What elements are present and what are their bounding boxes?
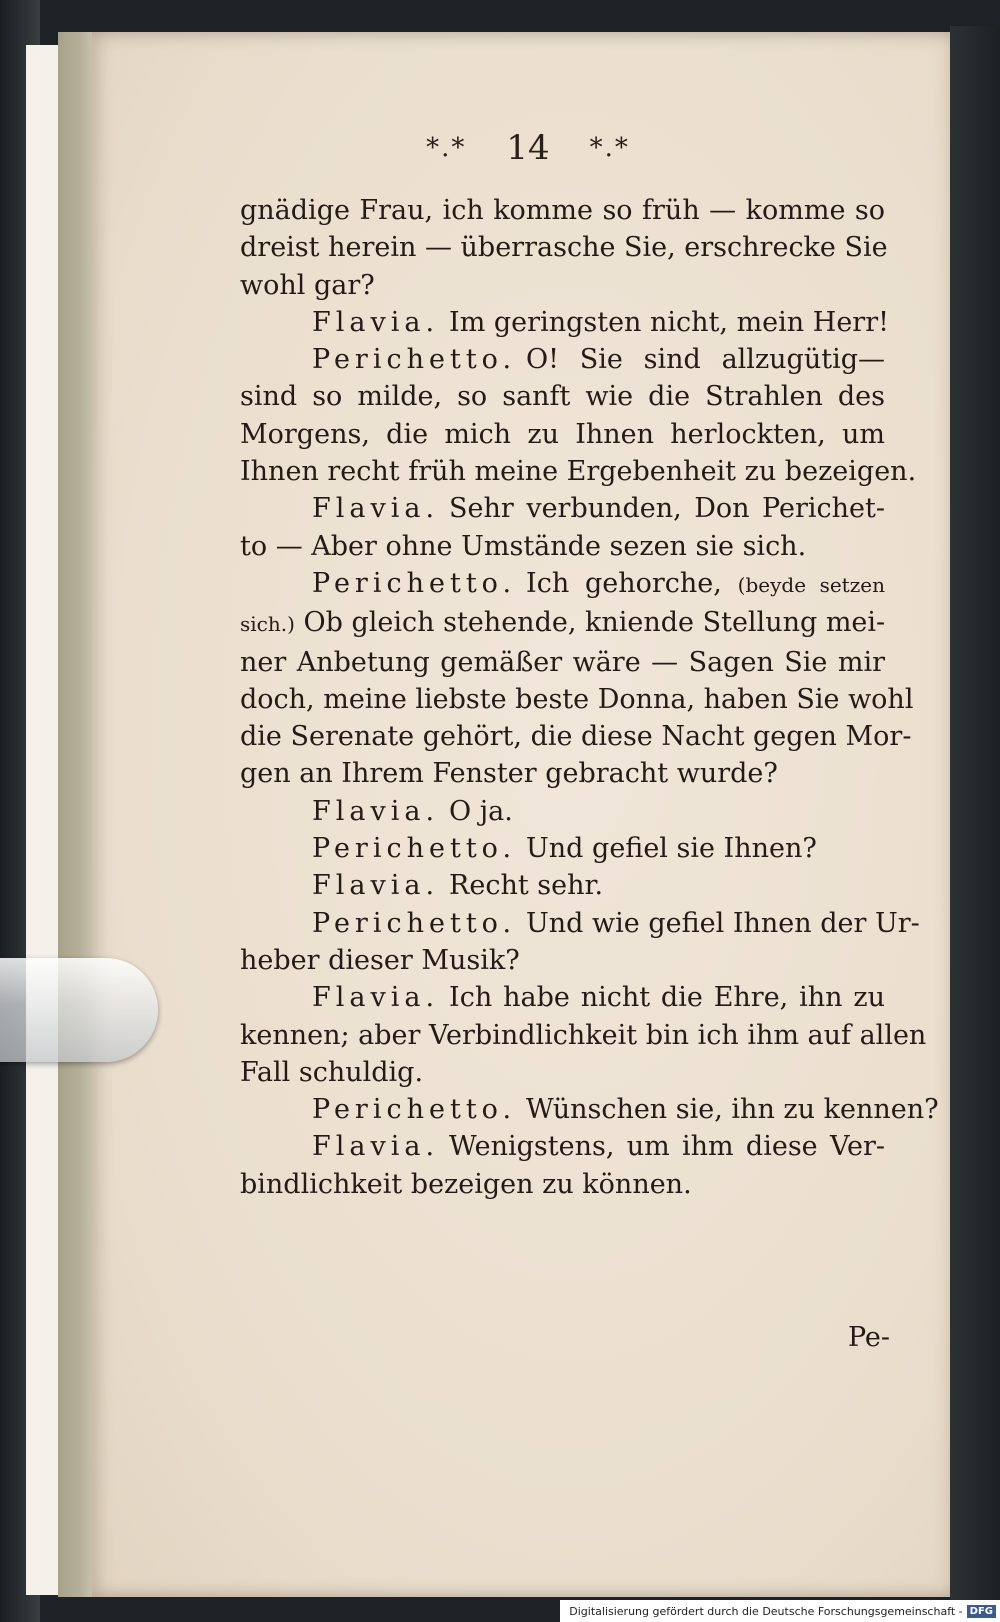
speaker-name: Flavia. [312, 795, 440, 827]
line-text: sind so milde, so sanft wie die Strahlen des [240, 381, 885, 413]
line-text: Und gefiel sie Ihnen? [526, 833, 817, 865]
speaker-name: Perichetto. [312, 344, 517, 376]
page-number: 14 [506, 128, 550, 168]
text-line [240, 718, 912, 755]
text-line [240, 267, 885, 304]
text-line [240, 942, 885, 979]
speaker-name: Flavia. [312, 1131, 440, 1163]
line-text: Morgens, die mich zu Ihnen herlockten, um [240, 418, 885, 450]
header-ornament-left: *.* [426, 133, 467, 163]
line-text: Ich gehorche, [526, 567, 722, 599]
text-line [240, 755, 885, 792]
line-text: Und wie gefiel Ihnen der Ur- [526, 907, 920, 939]
text-line [240, 565, 885, 604]
text-line [240, 490, 885, 527]
line-text: heber dieser Musik? [240, 944, 520, 976]
text-line [240, 867, 885, 904]
speaker-name: Flavia. [312, 982, 440, 1014]
stage-direction: (beyde setzen [737, 572, 885, 597]
text-line [240, 378, 885, 415]
body-text [240, 192, 939, 1203]
line-text: die Serenate gehört, die diese Nacht gegen Mor- [240, 721, 912, 753]
text-line [240, 229, 888, 266]
text-line [240, 681, 914, 718]
text-line [240, 830, 885, 867]
speaker-name: Perichetto. [312, 1094, 517, 1126]
text-line [240, 453, 917, 490]
line-text: kennen; aber Verbindlichkeit bin ich ihm auf allen [240, 1019, 927, 1051]
text-line [240, 1128, 885, 1165]
text-line [240, 604, 885, 643]
text-line [240, 1166, 885, 1203]
header-ornament-right: *.* [589, 133, 630, 163]
line-text: bindlichkeit bezeigen zu können. [240, 1168, 692, 1200]
line-text: O! Sie sind allzugütig— [526, 344, 885, 376]
text-line [240, 793, 885, 830]
text-line [240, 1091, 939, 1128]
speaker-name: Flavia. [312, 870, 440, 902]
speaker-name: Flavia. [312, 306, 440, 338]
text-line [240, 416, 885, 453]
scan-background-right [950, 26, 1000, 1601]
text-line [240, 528, 885, 565]
speaker-name: Perichetto. [312, 907, 517, 939]
line-text: Wenigstens, um ihm diese Ver- [449, 1131, 885, 1163]
speaker-name: Perichetto. [312, 833, 517, 865]
line-text: Sehr verbunden, Don Perichet- [449, 493, 885, 525]
line-text: to — Aber ohne Umstände sezen sie sich. [240, 530, 807, 562]
line-text: dreist herein — überrasche Sie, erschrecke Sie [240, 232, 888, 264]
text-line [240, 192, 885, 229]
text-line [240, 304, 889, 341]
line-text: Ich habe nicht die Ehre, ihn zu [449, 982, 885, 1014]
line-text: Fall schuldig. [240, 1056, 424, 1088]
footer-credit: Digitalisierung gefördert durch die Deutsche Forschungsgemeinschaft - [569, 1604, 963, 1618]
text-line [240, 644, 885, 681]
line-text: Recht sehr. [449, 870, 604, 902]
text-line [240, 1017, 927, 1054]
page-clip [0, 958, 158, 1062]
text-line [240, 905, 920, 942]
line-text: Wünschen sie, ihn zu kennen? [526, 1094, 939, 1126]
line-text: doch, meine liebste beste Donna, haben Sie wohl [240, 683, 914, 715]
line-text: wohl gar? [240, 269, 375, 301]
line-text: ner Anbetung gemäßer wäre — Sagen Sie mir [240, 646, 885, 678]
line-text: Ob gleich stehende, kniende Stellung mei- [303, 607, 886, 639]
line-text: gen an Ihrem Fenster gebracht wurde? [240, 758, 778, 790]
line-text: O ja. [449, 795, 513, 827]
stage-direction: sich.) [240, 612, 295, 637]
catchword: Pe- [847, 1322, 890, 1353]
text-line [240, 979, 885, 1016]
line-text: gnädige Frau, ich komme so früh — komme so [240, 195, 885, 226]
line-text: Ihnen recht früh meine Ergebenheit zu bezeigen. [240, 456, 917, 488]
text-line [240, 1054, 885, 1091]
digitization-footer [560, 1600, 1000, 1622]
text-line [240, 341, 885, 378]
dfg-logo: DFG [967, 1605, 996, 1618]
speaker-name: Perichetto. [312, 567, 517, 599]
page-header [92, 118, 964, 178]
speaker-name: Flavia. [312, 493, 440, 525]
line-text: Im geringsten nicht, mein Herr! [449, 306, 889, 338]
